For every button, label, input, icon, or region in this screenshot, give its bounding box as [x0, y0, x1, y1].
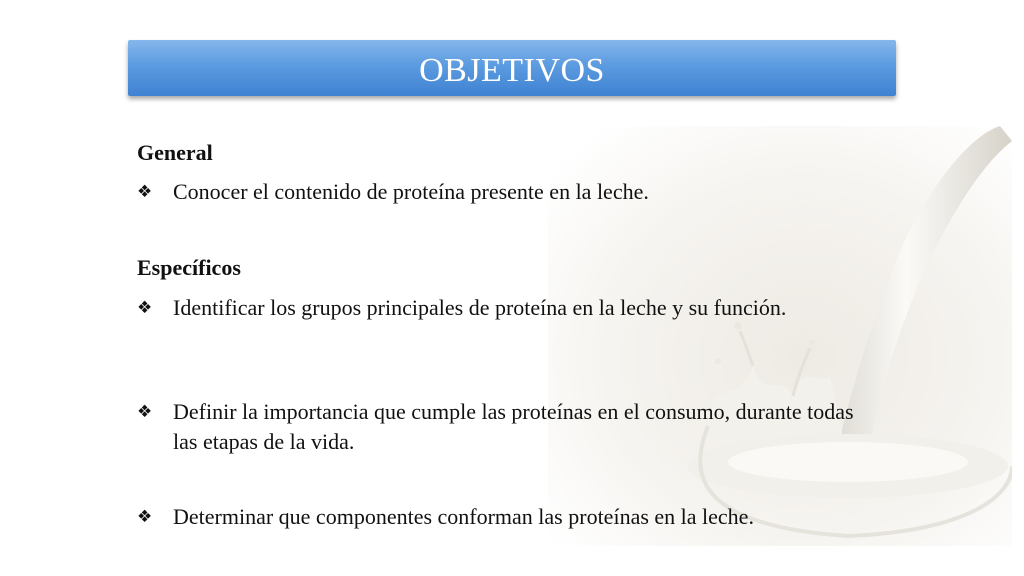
- especificos-bullet-2: [137, 397, 857, 457]
- bullet-text: Determinar que componentes conforman las proteínas en la leche.: [173, 504, 754, 529]
- diamond-bullet-icon: ❖: [137, 507, 153, 527]
- diamond-bullet-icon: ❖: [137, 182, 153, 202]
- diamond-bullet-icon: ❖: [137, 402, 153, 422]
- bullet-text: Conocer el contenido de proteína presente en la leche.: [173, 179, 649, 204]
- bullet-text: Definir la importancia que cumple las proteínas en el consumo, durante todas las etapas de la vida.: [173, 399, 854, 454]
- bullet-text: Identificar los grupos principales de proteína en la leche y su función.: [173, 295, 787, 320]
- title-bar: [128, 40, 896, 96]
- general-bullet-1: [137, 177, 857, 207]
- diamond-bullet-icon: ❖: [137, 298, 153, 318]
- general-heading: General: [137, 140, 213, 165]
- especificos-bullet-3: [137, 502, 857, 532]
- especificos-bullet-1: [137, 293, 857, 323]
- slide-title: OBJETIVOS: [419, 52, 605, 89]
- especificos-heading: Específicos: [137, 255, 241, 280]
